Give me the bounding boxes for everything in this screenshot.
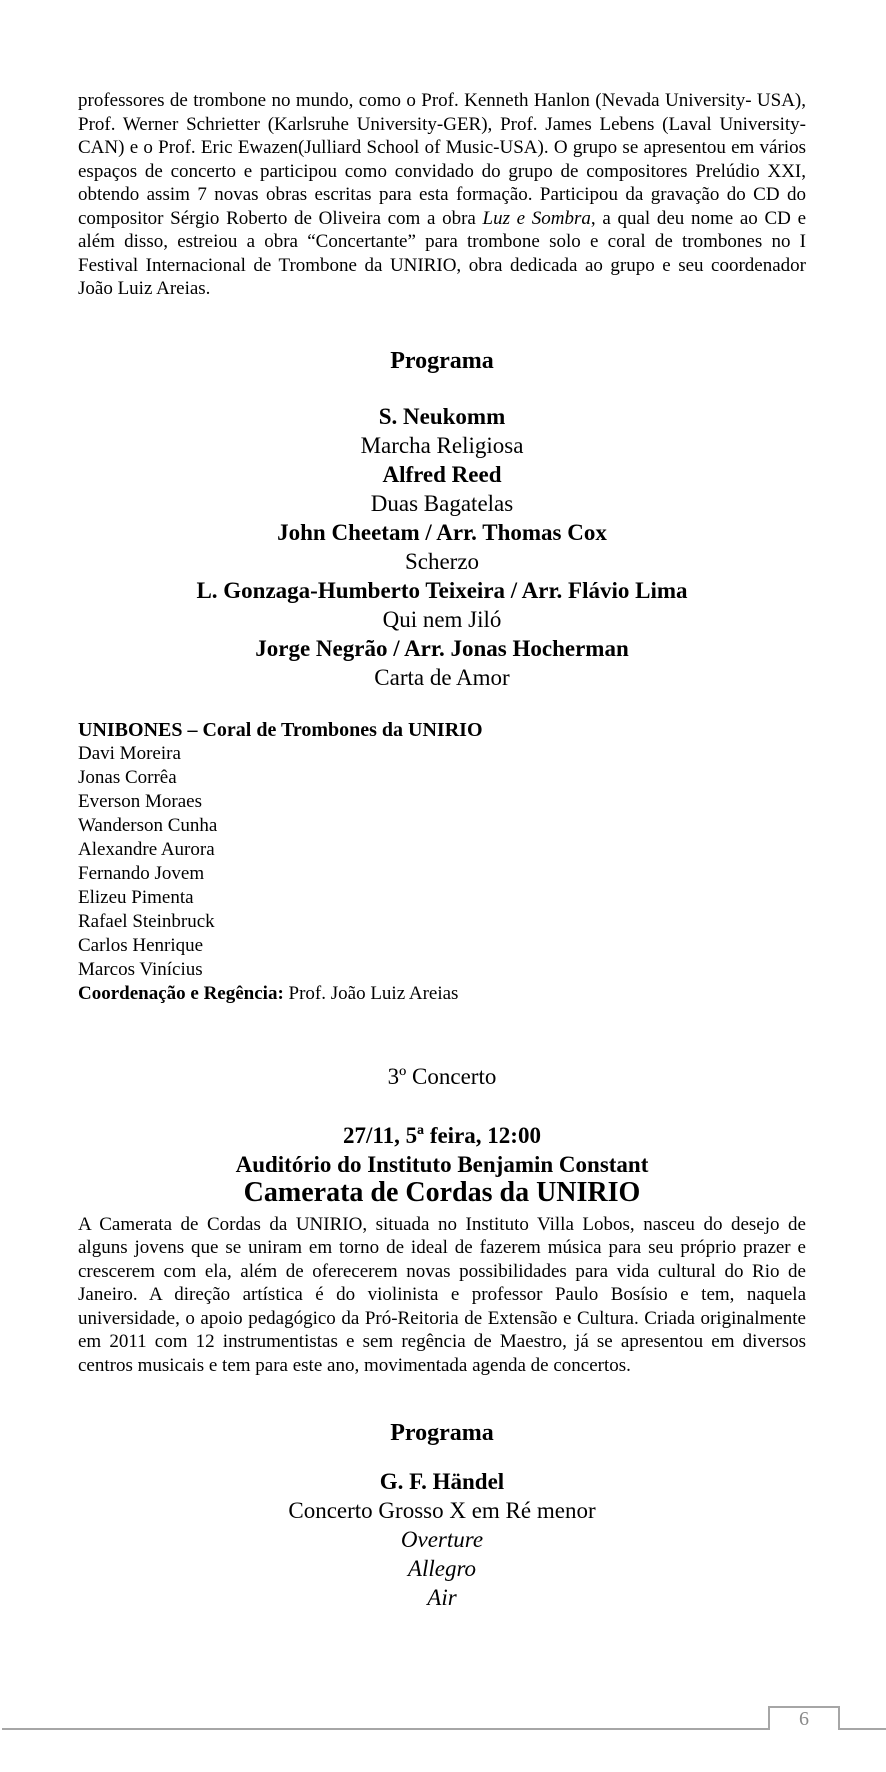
piece-line: Qui nem Jiló bbox=[382, 606, 502, 632]
concert-datetime: 27/11, 5ª feira, 12:00 bbox=[343, 1122, 541, 1148]
ensemble-member: Everson Moraes bbox=[78, 790, 202, 812]
ensemble-member: Elizeu Pimenta bbox=[78, 886, 194, 908]
composer-line: L. Gonzaga-Humberto Teixeira / Arr. Flávio Lima bbox=[196, 577, 688, 603]
intro-text-before: professores de trombone no mundo, como o Prof. Kenneth Hanlon (Nevada University- USA), Prof. Werner Schrietter (Karlsruhe University-GER), Prof. James Lebens (Laval University- CAN) e o Prof. Eric Ewazen(Julliard School of Music-USA). O grupo se apresentou em vários espaços de concerto e participou como convidado do grupo de compositores Prelúdio XXI, obtendo assim 7 novas obras escritas para esta formação. Participou da gravação do CD do compositor Sérgio Roberto de Oliveira com a obra bbox=[78, 90, 806, 229]
composer-line: Jorge Negrão / Arr. Jonas Hocherman bbox=[255, 635, 629, 661]
page-number-box bbox=[768, 1706, 840, 1730]
piece-line: Duas Bagatelas bbox=[370, 490, 514, 516]
ensemble-member: Alexandre Aurora bbox=[78, 838, 215, 860]
movement-title: Overture bbox=[400, 1527, 484, 1552]
footer-rule bbox=[2, 1728, 886, 1730]
ensemble-title: UNIBONES – Coral de Trombones da UNIRIO bbox=[78, 718, 483, 741]
ensemble-member: Fernando Jovem bbox=[78, 862, 205, 884]
composer-line: Alfred Reed bbox=[382, 461, 502, 487]
intro-paragraph bbox=[78, 89, 806, 301]
intro-text-after: , a qual deu nome ao CD e além disso, estreiou a obra “Concertante” para trombone solo e coral de trombones no I Festival Internacional de Trombone da UNIRIO, obra dedicada ao grupo e seu coordenador João Luiz Areias. bbox=[78, 207, 807, 299]
page-number: 6 bbox=[799, 1708, 809, 1730]
ensemble-member: Carlos Henrique bbox=[78, 934, 204, 956]
piece-line: Marcha Religiosa bbox=[360, 432, 524, 458]
cd-work-title-italic: Luz e Sombra bbox=[482, 207, 591, 229]
piece-title: Concerto Grosso X em Ré menor bbox=[288, 1498, 596, 1523]
coordination-label: Coordenação e Regência: bbox=[78, 982, 284, 1004]
composer-line: S. Neukomm bbox=[378, 403, 506, 429]
concert-venue: Auditório do Instituto Benjamin Constant bbox=[235, 1151, 649, 1177]
program2-list bbox=[78, 1467, 806, 1612]
ensemble-block bbox=[78, 718, 806, 1006]
ensemble-member: Marcos Vinícius bbox=[78, 958, 203, 980]
piece-line: Scherzo bbox=[404, 548, 480, 574]
ensemble-member: Jonas Corrêa bbox=[78, 766, 177, 788]
ensemble-member: Rafael Steinbruck bbox=[78, 910, 215, 932]
ensemble-member: Wanderson Cunha bbox=[78, 814, 218, 836]
ensemble-member: Davi Moreira bbox=[78, 742, 181, 764]
concert-datetime-block bbox=[78, 1121, 806, 1179]
concert-number-title: 3º Concerto bbox=[387, 1063, 497, 1089]
program1-list bbox=[78, 402, 806, 692]
program2-heading: Programa bbox=[390, 1420, 494, 1446]
concert-group-name: Camerata de Cordas da UNIRIO bbox=[243, 1176, 641, 1208]
page-content bbox=[78, 0, 806, 1612]
coordination-line bbox=[78, 982, 806, 1006]
movement-title: Allegro bbox=[407, 1556, 477, 1581]
movement-title: Air bbox=[427, 1585, 457, 1610]
composer-name: G. F. Händel bbox=[379, 1469, 505, 1494]
program1-heading: Programa bbox=[390, 347, 494, 374]
piece-line: Carta de Amor bbox=[374, 664, 510, 690]
composer-line: John Cheetam / Arr. Thomas Cox bbox=[277, 519, 607, 545]
coordination-value: Prof. João Luiz Areias bbox=[283, 982, 459, 1004]
concert-description: A Camerata de Cordas da UNIRIO, situada no Instituto Villa Lobos, nasceu do desejo de alguns jovens que se uniram em torno de ideal de fazerem música para seu próprio prazer e crescerem com ela, além de oferecerem novas possibilidades para vida cultural do Rio de Janeiro. A direção artística é do violinista e professor Paulo Bosísio e tem, naquela universidade, o apoio pedagógico da Pró-Reitoria de Extensão e Cultura. Criada originalmente em 2011 com 12 instrumentistas e sem regência de Maestro, já se apresentou em diversos centros musicais e tem para este ano, movimentada agenda de concertos. bbox=[78, 1213, 806, 1376]
